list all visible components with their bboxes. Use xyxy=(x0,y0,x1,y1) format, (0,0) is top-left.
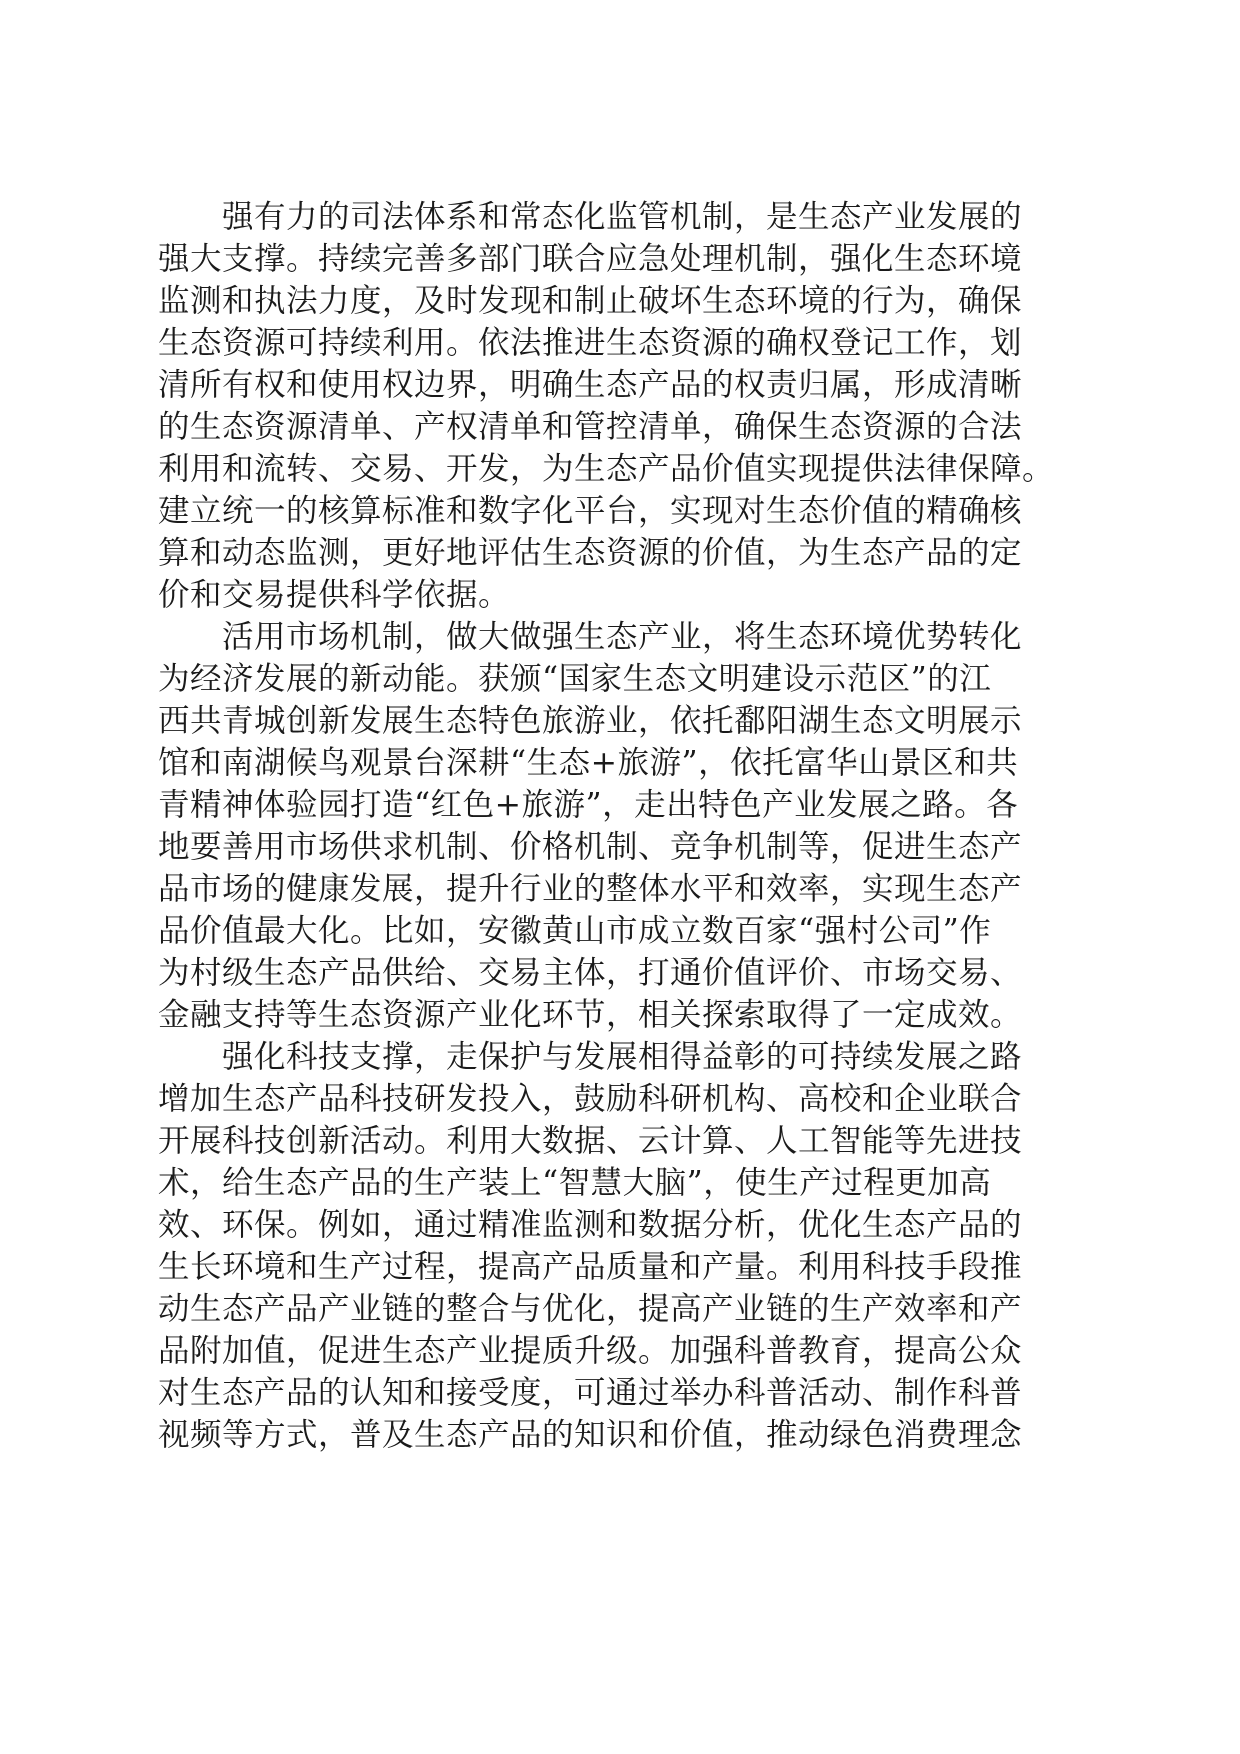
text-line: 对生态产品的认知和接受度，可通过举办科普活动、制作科普 xyxy=(158,1375,1023,1411)
text-line: 强大支撑。持续完善多部门联合应急处理机制，强化生态环境 xyxy=(158,241,1023,277)
text-line: 馆和南湖候鸟观景台深耕“生态+旅游”，依托富华山景区和共 xyxy=(158,745,1019,781)
text-line: 效、环保。例如，通过精准监测和数据分析，优化生态产品的 xyxy=(158,1207,1023,1243)
text-line: 强有力的司法体系和常态化监管机制，是生态产业发展的 xyxy=(158,199,1023,235)
text-line: 价和交易提供科学依据。 xyxy=(158,577,511,613)
text-line: 建立统一的核算标准和数字化平台，实现对生态价值的精确核 xyxy=(158,493,1023,529)
paragraph-technology-support xyxy=(158,1036,1088,1456)
text-line: 动生态产品产业链的整合与优化，提高产业链的生产效率和产 xyxy=(158,1291,1023,1327)
text-line: 算和动态监测，更好地评估生态资源的价值，为生态产品的定 xyxy=(158,535,1023,571)
text-line: 强化科技支撑，走保护与发展相得益彰的可持续发展之路 xyxy=(158,1039,1023,1075)
text-line: 为村级生态产品供给、交易主体，打通价值评价、市场交易、 xyxy=(158,955,1023,991)
text-line: 品市场的健康发展，提升行业的整体水平和效率，实现生态产 xyxy=(158,871,1023,907)
paragraph-judicial-supervision xyxy=(158,196,1088,616)
text-line: 术，给生态产品的生产装上“智慧大脑”，使生产过程更加高 xyxy=(158,1165,992,1201)
text-line: 生长环境和生产过程，提高产品质量和产量。利用科技手段推 xyxy=(158,1249,1023,1285)
text-line: 开展科技创新活动。利用大数据、云计算、人工智能等先进技 xyxy=(158,1123,1023,1159)
document-body xyxy=(158,196,1088,1456)
text-line: 的生态资源清单、产权清单和管控清单，确保生态资源的合法 xyxy=(158,409,1023,445)
text-line: 地要善用市场供求机制、价格机制、竞争机制等，促进生态产 xyxy=(158,829,1023,865)
text-line: 品附加值，促进生态产业提质升级。加强科普教育，提高公众 xyxy=(158,1333,1023,1369)
text-line: 青精神体验园打造“红色+旅游”，走出特色产业发展之路。各 xyxy=(158,787,1019,823)
text-line: 视频等方式，普及生态产品的知识和价值，推动绿色消费理念 xyxy=(158,1417,1023,1453)
text-line: 增加生态产品科技研发投入，鼓励科研机构、高校和企业联合 xyxy=(158,1081,1023,1117)
text-line: 清所有权和使用权边界，明确生态产品的权责归属，形成清晰 xyxy=(158,367,1023,403)
text-line: 为经济发展的新动能。获颁“国家生态文明建设示范区”的江 xyxy=(158,661,992,697)
text-line: 品价值最大化。比如，安徽黄山市成立数百家“强村公司”作 xyxy=(158,913,992,949)
text-line: 金融支持等生态资源产业化环节，相关探索取得了一定成效。 xyxy=(158,997,1023,1033)
text-line: 监测和执法力度，及时发现和制止破坏生态环境的行为，确保 xyxy=(158,283,1023,319)
text-line: 生态资源可持续利用。依法推进生态资源的确权登记工作，划 xyxy=(158,325,1023,361)
text-line: 活用市场机制，做大做强生态产业，将生态环境优势转化 xyxy=(158,619,1023,655)
paragraph-market-mechanism xyxy=(158,616,1088,1036)
text-line: 西共青城创新发展生态特色旅游业，依托鄱阳湖生态文明展示 xyxy=(158,703,1023,739)
text-line: 利用和流转、交易、开发，为生态产品价值实现提供法律保障。 xyxy=(158,451,1055,487)
